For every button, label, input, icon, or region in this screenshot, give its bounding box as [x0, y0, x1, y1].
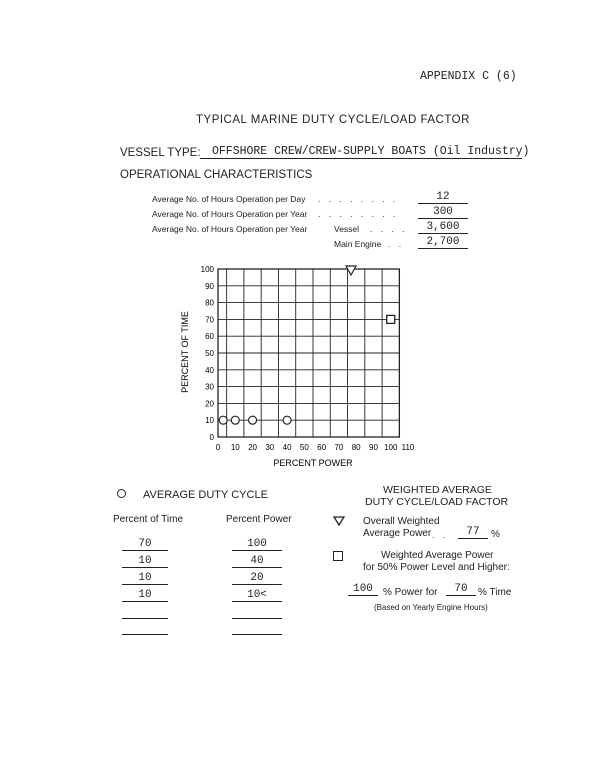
y-tick-label: 90 [205, 281, 214, 291]
duty-row-power: 100 [232, 538, 282, 551]
vessel-hours-value: 3,600 [418, 221, 468, 234]
weighted-heading-1: WEIGHTED AVERAGE [383, 484, 492, 496]
y-axis-label: PERCENT OF TIME [180, 311, 190, 393]
x-tick-label: 60 [317, 443, 327, 452]
power-level-label: for 50% Power Level and Higher: [363, 562, 510, 573]
blank-line [122, 618, 168, 619]
vessel-label: Vessel [334, 224, 360, 234]
y-tick-label: 10 [205, 416, 214, 426]
operational-heading: OPERATIONAL CHARACTERISTICS [120, 169, 313, 181]
duty-cycle-point [219, 416, 227, 424]
page-title: TYPICAL MARINE DUTY CYCLE/LOAD FACTOR [196, 114, 470, 126]
time-value: 70 [446, 583, 476, 596]
duty-row-power: 40 [232, 555, 282, 568]
x-tick-label: 40 [282, 443, 292, 452]
vessel-type-label: VESSEL TYPE: [120, 147, 201, 159]
duty-row-time: 10 [122, 572, 168, 585]
avg-duty-circle-icon [117, 489, 126, 498]
y-tick-label: 50 [205, 349, 214, 358]
avg-duty-heading: AVERAGE DUTY CYCLE [143, 489, 268, 501]
chart-marks [219, 266, 395, 424]
overall-weighted-label: Overall Weighted [363, 516, 440, 527]
col-percent-time: Percent of Time [113, 514, 184, 525]
power-value: 100 [348, 583, 378, 596]
main-engine-label: Main Engine [334, 239, 382, 249]
overall-weighted-value: 77 [458, 526, 488, 539]
duty-row-time: 70 [122, 538, 168, 551]
triangle-down-icon [333, 516, 345, 526]
y-tick-label: 0 [209, 433, 214, 442]
time-suffix-label: % Time [478, 587, 512, 598]
hours-per-year-value: 300 [418, 206, 468, 219]
x-tick-label: 110 [401, 443, 415, 452]
leader-dots: . . [388, 239, 405, 249]
chart-grid [218, 269, 399, 437]
weighted-power-point [387, 315, 395, 323]
leader-dots: . . . . [370, 224, 408, 234]
square-icon [333, 551, 343, 561]
leader-dots: . . . . . . . . [318, 209, 399, 219]
hours-per-day-label: Average No. of Hours Operation per Day [152, 194, 306, 204]
y-tick-label: 60 [205, 332, 214, 342]
x-tick-labels [216, 443, 415, 452]
x-tick-label: 90 [369, 443, 378, 452]
duty-cycle-point [249, 416, 257, 424]
y-tick-label: 100 [200, 265, 214, 274]
vessel-type-value: OFFSHORE CREW/CREW-SUPPLY BOATS (Oil Industry) [200, 145, 522, 159]
y-tick-label: 70 [205, 315, 214, 325]
duty-cycle-point [231, 416, 239, 424]
y-tick-label: 20 [205, 399, 214, 409]
hours-per-year-label: Average No. of Hours Operation per Year [152, 209, 308, 219]
x-tick-label: 10 [230, 443, 240, 452]
weighted-heading-2: DUTY CYCLE/LOAD FACTOR [365, 496, 509, 508]
x-tick-label: 100 [384, 443, 398, 452]
leader-dots: . . . . . . . . [318, 194, 399, 204]
duty-row-time: 10 [122, 555, 168, 568]
blank-line [122, 634, 168, 635]
percent-sign: % [491, 529, 500, 540]
duty-row-time: 10 [122, 589, 168, 602]
average-power-label: Average Power [363, 528, 432, 539]
appendix-label: APPENDIX C (6) [420, 70, 517, 83]
hours-per-year-label-2: Average No. of Hours Operation per Year [152, 224, 308, 234]
y-tick-labels [201, 265, 215, 442]
blank-line [232, 634, 282, 635]
duty-cycle-point [283, 416, 291, 424]
duty-row-power: 20 [232, 572, 282, 585]
y-tick-label: 40 [205, 365, 214, 375]
x-tick-label: 0 [215, 443, 221, 452]
power-for-label: % Power for [383, 587, 438, 598]
x-tick-label: 70 [334, 443, 344, 452]
x-axis-label: PERCENT POWER [273, 458, 353, 468]
x-tick-label: 80 [351, 443, 361, 452]
x-tick-label: 20 [248, 443, 257, 452]
duty-row-power: 10< [232, 589, 282, 602]
yearly-note: (Based on Yearly Engine Hours) [374, 603, 488, 612]
col-percent-power: Percent Power [226, 514, 292, 525]
main-engine-hours-value: 2,700 [418, 236, 468, 249]
hours-per-day-value: 12 [418, 191, 468, 204]
x-tick-label: 30 [265, 443, 275, 452]
blank-line [232, 618, 282, 619]
leader-dots: . . [432, 530, 449, 540]
y-tick-label: 80 [205, 298, 214, 308]
duty-cycle-chart [176, 262, 436, 477]
weighted-power-label: Weighted Average Power [381, 550, 494, 561]
y-tick-label: 30 [205, 382, 214, 392]
x-tick-label: 50 [299, 443, 309, 452]
